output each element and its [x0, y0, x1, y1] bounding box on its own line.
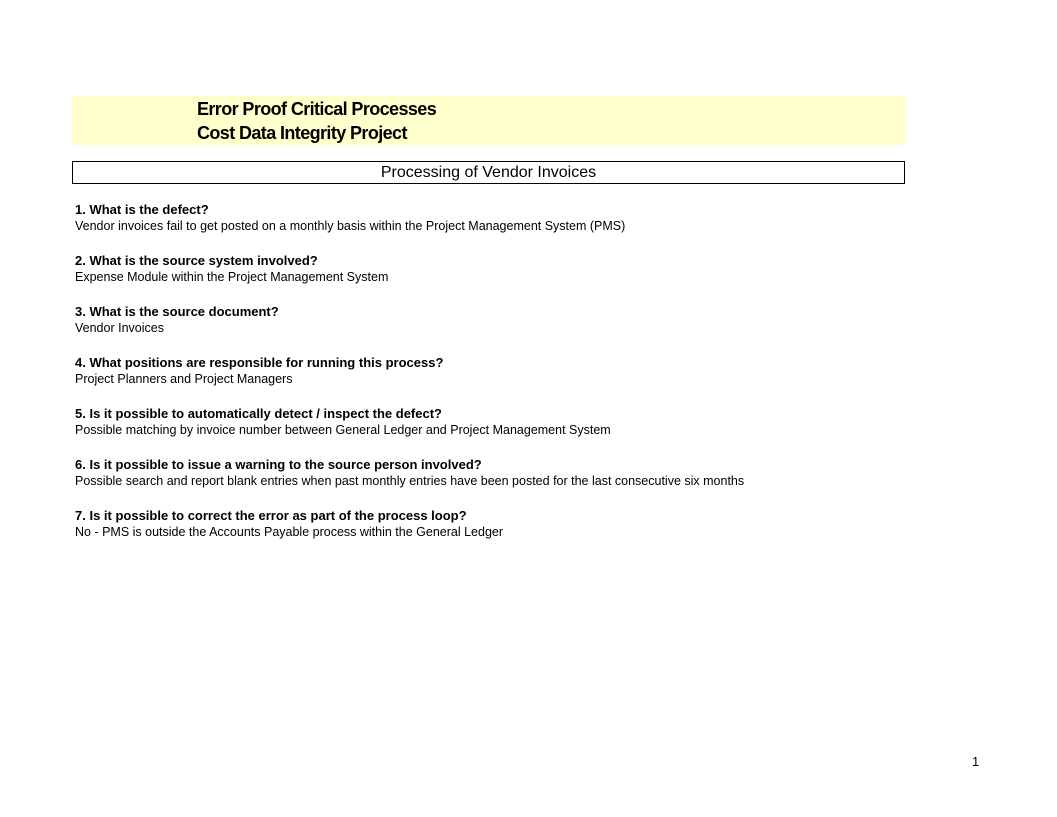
qa-item-6 — [75, 456, 975, 507]
question: 3. What is the source document? — [75, 304, 279, 319]
page-number: 1 — [972, 754, 980, 769]
answer: Possible matching by invoice number between General Ledger and Project Management System — [75, 423, 611, 437]
section-title: Processing of Vendor Invoices — [72, 161, 905, 184]
question: 1. What is the defect? — [75, 202, 209, 217]
answer: Vendor Invoices — [75, 321, 164, 335]
qa-item-3 — [75, 303, 975, 354]
answer: Possible search and report blank entries when past monthly entries have been posted for the last consecutive six months — [75, 474, 745, 488]
question: 2. What is the source system involved? — [75, 253, 318, 268]
qa-list — [75, 201, 975, 558]
answer: Project Planners and Project Managers — [75, 372, 293, 386]
question: 6. Is it possible to issue a warning to the source person involved? — [75, 457, 482, 472]
question: 4. What positions are responsible for running this process? — [75, 355, 444, 370]
qa-item-7 — [75, 507, 975, 558]
answer: No - PMS is outside the Accounts Payable process within the General Ledger — [75, 525, 504, 539]
answer: Expense Module within the Project Management System — [75, 270, 389, 284]
document-subtitle: Cost Data Integrity Project — [197, 123, 407, 143]
question: 5. Is it possible to automatically detect / inspect the defect? — [75, 406, 442, 421]
document-title: Error Proof Critical Processes — [197, 99, 437, 119]
qa-item-2 — [75, 252, 975, 303]
answer: Vendor invoices fail to get posted on a monthly basis within the Project Management System (PMS) — [75, 219, 626, 233]
question: 7. Is it possible to correct the error as part of the process loop? — [75, 508, 467, 523]
qa-item-1 — [75, 201, 975, 252]
qa-item-5 — [75, 405, 975, 456]
qa-item-4 — [75, 354, 975, 405]
